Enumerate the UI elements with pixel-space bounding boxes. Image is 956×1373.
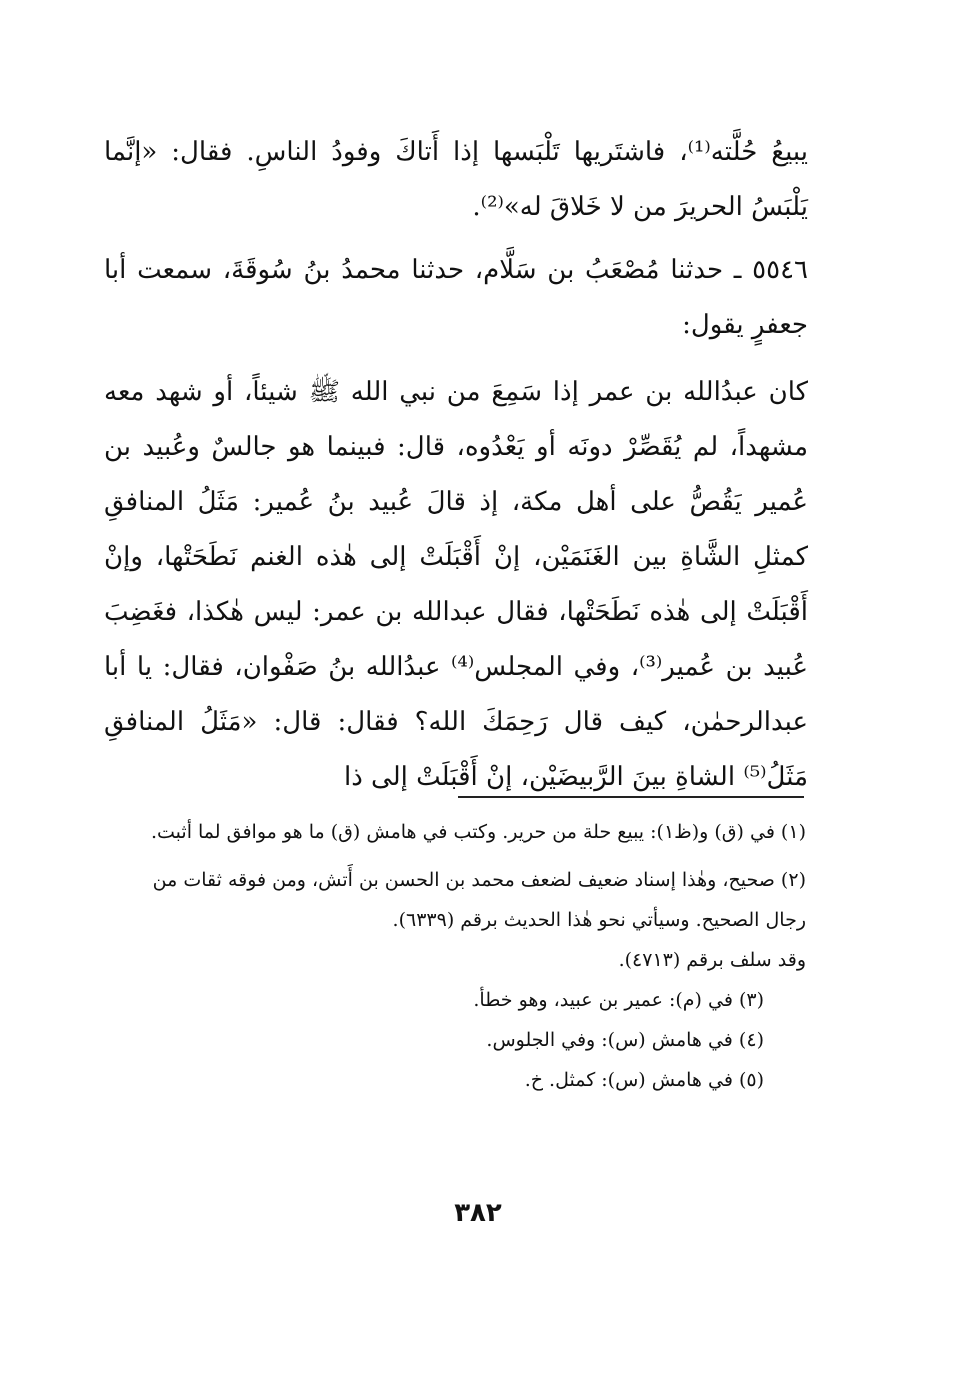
footnote-2: (٢) صحيح، وهٰذا إسناد ضعيف لضعف محمد بن الحسن بن أَتش، ومن فوقه ثقات من رجال الصحيح. وسيأتي نحو هٰذا الحديث برقم (٦٣٣٩). [152,869,806,931]
footnote-3: (٣) في (م): عمير بن عبيد، وهو خطأ. [473,989,764,1011]
footnote-4: (٤) في هامش (س): وفي الجلوس. [486,1029,764,1051]
footnote-1: (١) في (ق) و(ظ١): يبيع حلة من حرير. وكتب في هامش (ق) ما هو موافق لما أثبت. [150,821,806,843]
paragraph-hadith-5546-matn: كان عبدُالله بن عمر إذا سَمِعَ من نبي الله ﷺ شيئاً، أو شهد معه مشهداً، لم يُقَصِّرْ دونَه أو يَعْدُوه، قال: فبينما هو جالسٌ وعُبيد بن عُمير يَقُصُّ على أهل مكة، إذ قالَ عُبيد بنُ عُمير: مَثَلُ المنافقِ كمثلِ الشَّاةِ بين الغَنَمَيْن، إنْ أَقْبَلَتْ إلى هٰذه الغنم نَطَحَتْها، وإنْ أَقْبَلَتْ إلى هٰذه نَطَحَتْها، فقال عبدالله بن عمر: ليس هٰكذا، فغَضِبَ عُبيد بن عُمير⁽³⁾، وفي المجلس⁽⁴⁾ عبدُالله بنُ صَفْوان، فقال: يا أبا عبدالرحمٰن، كيف قال رَحِمَكَ الله؟ فقال: قال: «مَثَلُ المنافقِ مَثَلُ⁽⁵⁾ الشاةِ بينَ الرَّبيضَيْن، إنْ أَقْبَلَتْ إلى ذا [104,377,809,792]
footnote-5: (٥) في هامش (س): كمثل. خ. [524,1069,764,1091]
main-text [104,125,808,805]
footnote-separator [458,796,804,798]
paragraph-continuation: يبيعُ حُلَّته⁽¹⁾، فاشتَريها تَلْبَسها إذا أَتاكَ وفودُ الناسِ. فقال: «إنَّما يَلْبَسُ الحريرَ من لا خَلاقَ له»⁽²⁾. [104,137,809,222]
footnotes [108,812,806,1100]
paragraph-hadith-5546-isnad: ٥٥٤٦ ـ حدثنا مُصْعَبُ بن سَلَّام، حدثنا محمدُ بنُ سُوقَةَ، سمعت أبا جعفرٍ يقول: [104,255,808,340]
page-number: ٣٨٢ [454,1198,502,1228]
footnote-2-continuation: وقد سلف برقم (٤٧١٣). [618,949,806,971]
